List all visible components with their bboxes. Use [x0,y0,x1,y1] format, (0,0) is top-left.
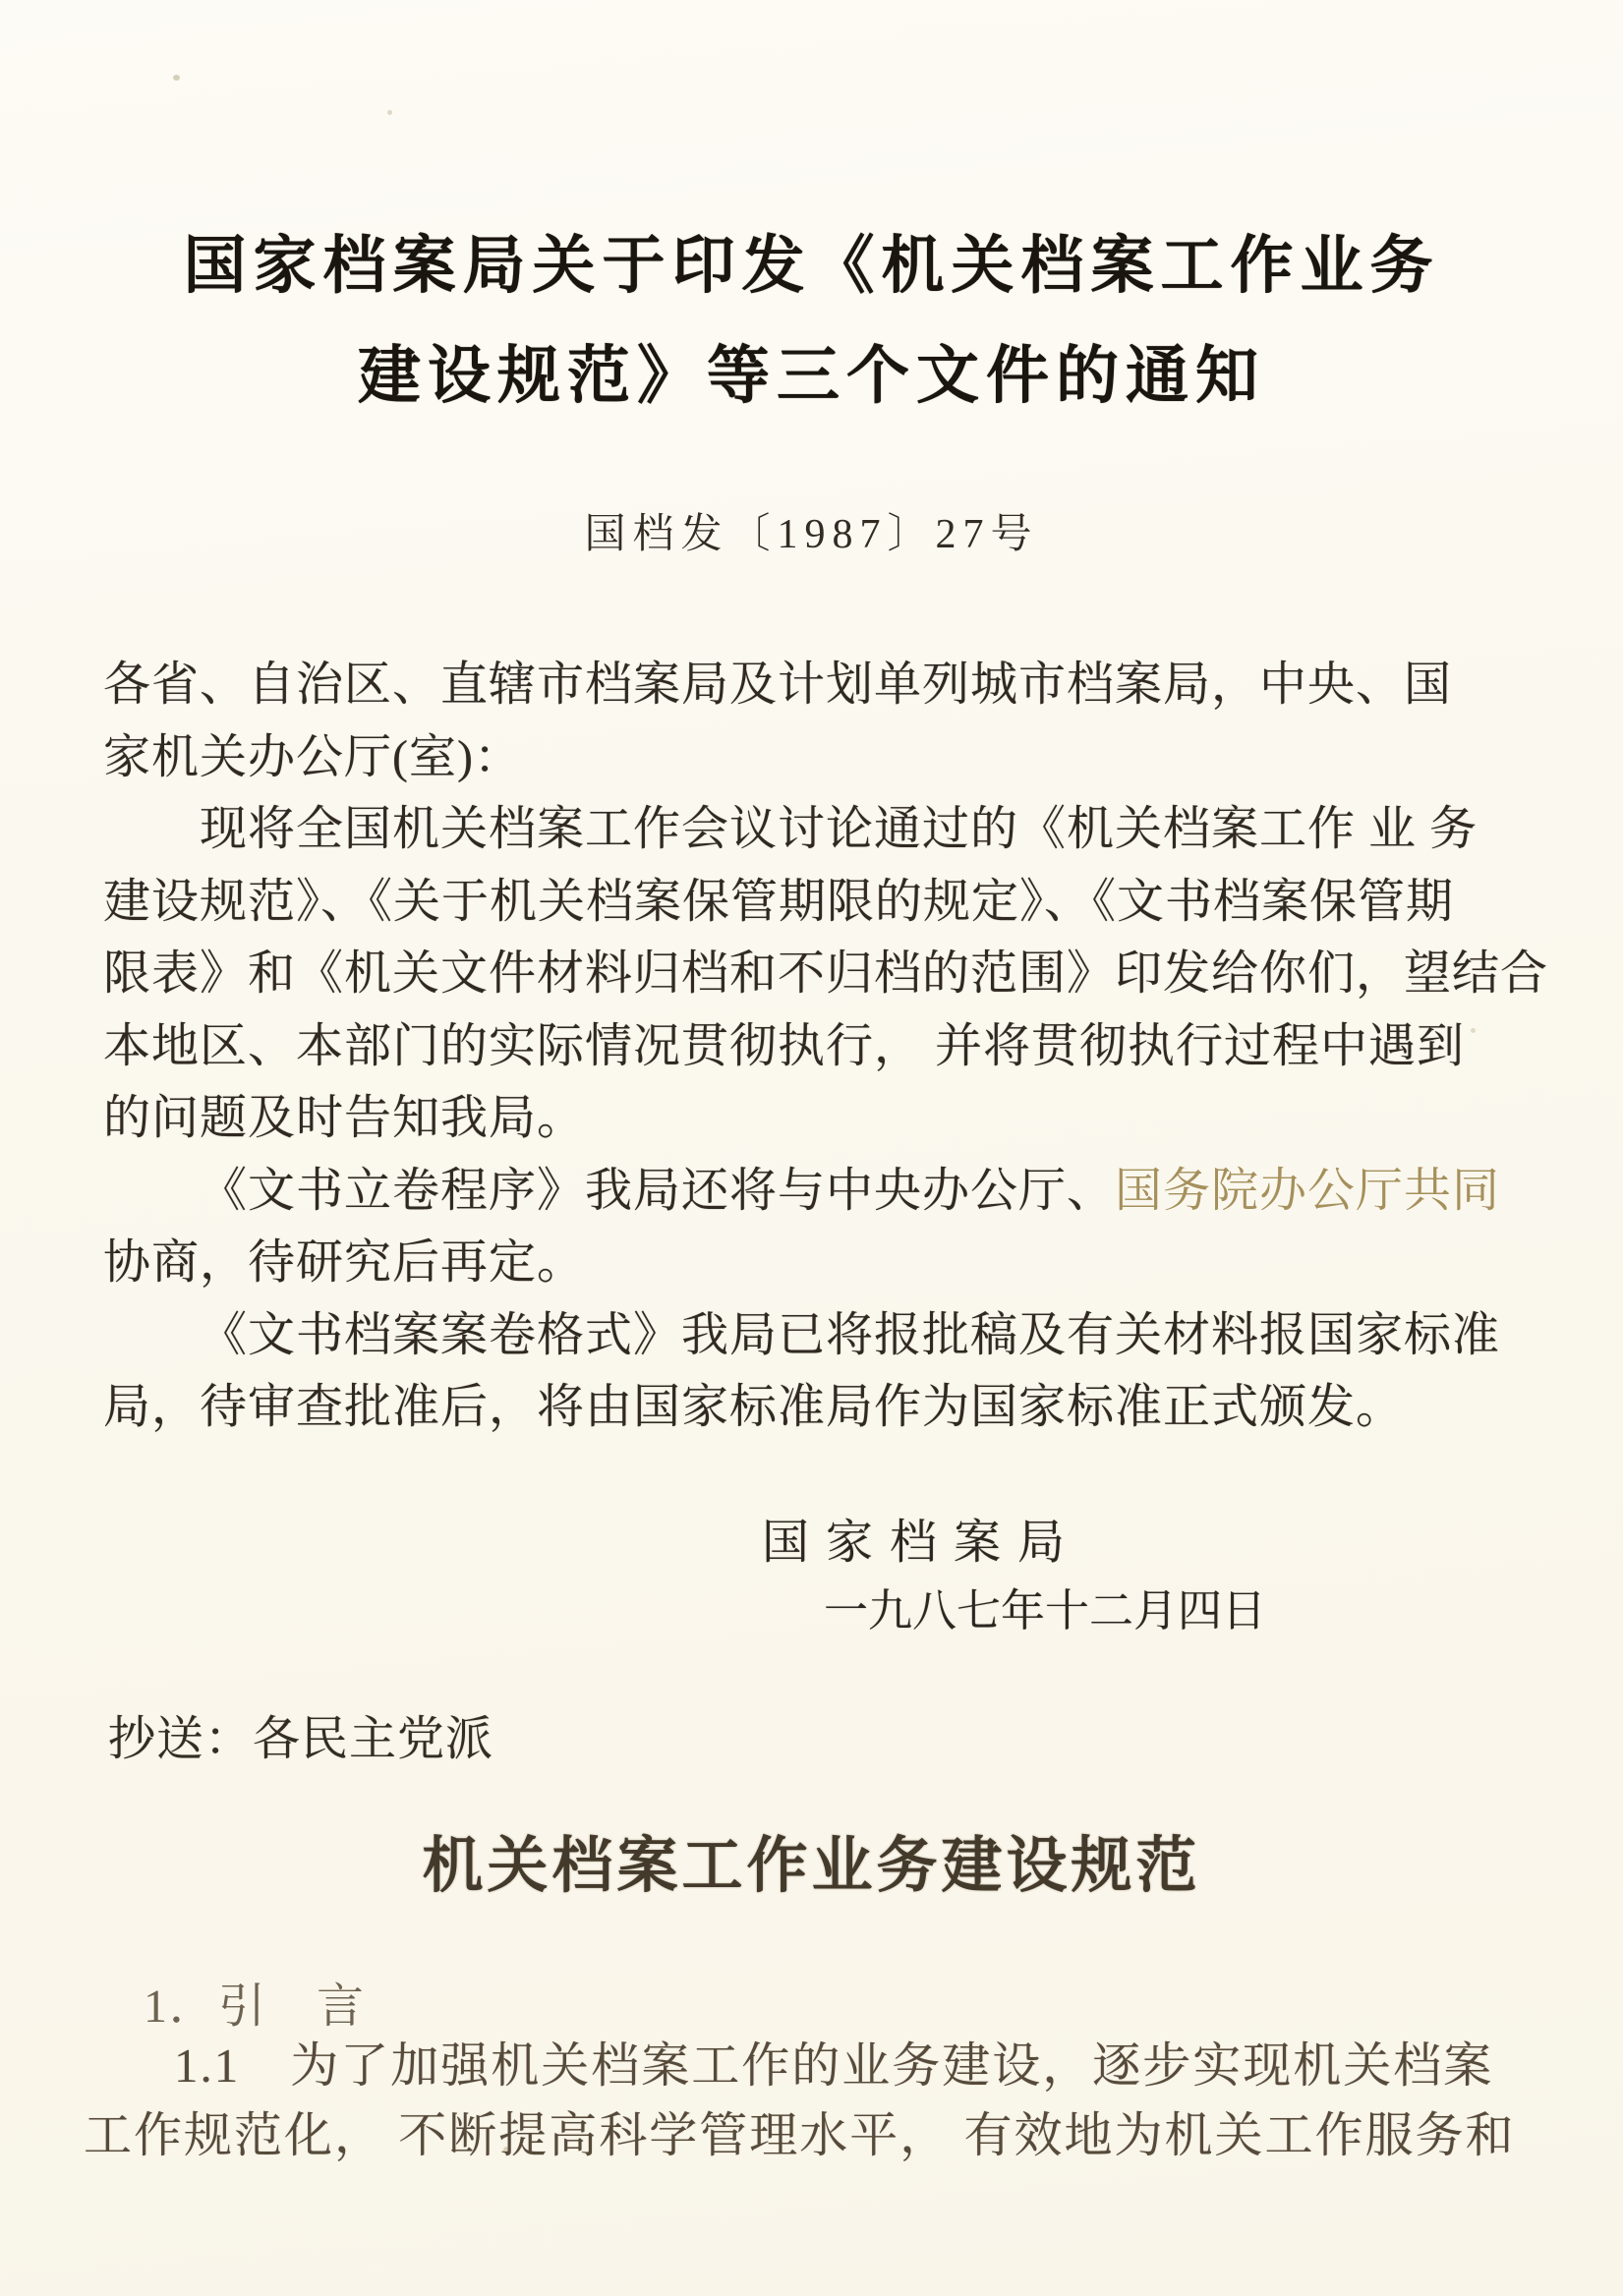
notice-line-segment: 《文书立卷程序》我局还将与中央办公厅、 [200,1164,1116,1217]
salutation-line: 家机关办公厅(室)： [103,730,522,783]
notice-line: 建设规范》、《关于机关档案保管期限的规定》、《文书档案保管期 [103,875,1455,928]
document-title [0,211,1623,431]
signature-date: 一九八七年十二月四日 [824,1586,1267,1636]
notice-line: 本地区、本部门的实际情况贯彻执行， 并将贯彻执行过程中遇到 [103,1019,1466,1072]
notice-line: 《文书档案案卷格式》我局已将报批稿及有关材料报国家标准 [200,1308,1501,1361]
notice-line: 现将全国机关档案工作会议讨论通过的《机关档案工作 业 务 [200,803,1478,855]
document-number: 国档发〔1987〕27号 [584,512,1039,557]
notice-body [103,649,1549,1444]
salutation-line: 各省、自治区、直辖市档案局及计划单列城市档案局，中央、国 [103,659,1453,711]
cc-note: 抄送：各民主党派 [108,1713,494,1765]
section-1-heading: 1．引 言 [144,1980,367,2033]
paragraph-line: 1.1 为了加强机关档案工作的业务建设，逐步实现机关档案 [174,2038,1494,2093]
document-title-line2: 建设规范》等三个文件的通知 [358,341,1265,411]
notice-line [103,1155,1538,1228]
paragraph-line: 工作规范化， 不断提高科学管理水平， 有效地为机关工作服务和 [84,2108,1516,2162]
signature-organization: 国家档案局 [762,1517,1082,1569]
section-1-1-paragraph [84,2031,1548,2170]
scan-speckle [387,110,392,115]
attachment-title: 机关档案工作业务建设规范 [422,1833,1201,1900]
notice-line: 限表》和《机关文件材料归档和不归档的范围》印发给你们，望结合 [103,947,1549,1000]
notice-line: 局，待审查批准后，将由国家标准局作为国家标准正式颁发。 [103,1381,1405,1433]
notice-line: 协商，待研究后再定。 [103,1236,586,1289]
notice-line-segment-faded: 国务院办公厅共同 [1115,1164,1501,1217]
scan-speckle [173,75,180,81]
notice-line: 的问题及时告知我局。 [103,1092,586,1144]
document-title-line1: 国家档案局关于印发《机关档案工作业务 [183,231,1440,301]
